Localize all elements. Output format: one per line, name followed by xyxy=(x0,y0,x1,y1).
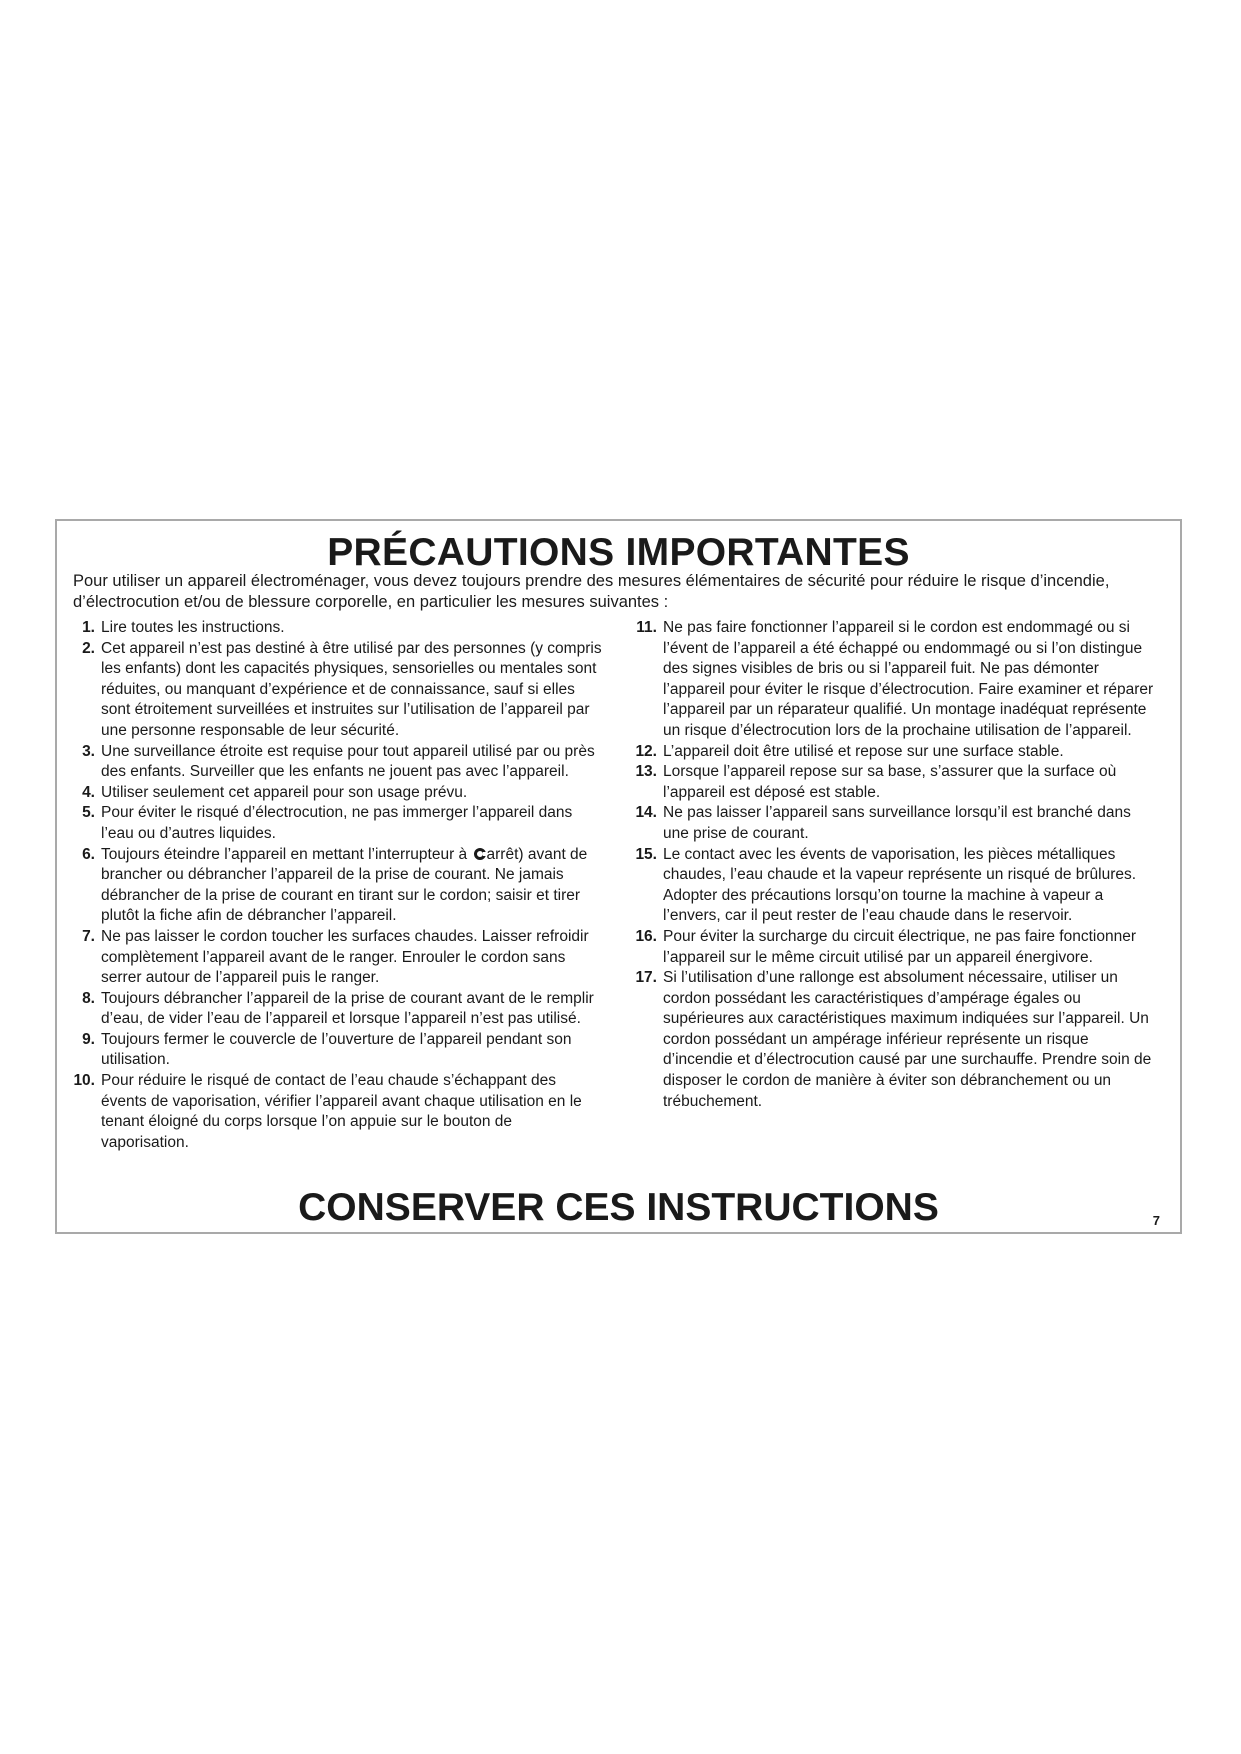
item-number: 3. xyxy=(82,742,95,760)
instruction-item xyxy=(635,742,1160,763)
instruction-item xyxy=(73,742,603,783)
page-title: PRÉCAUTIONS IMPORTANTES xyxy=(327,531,910,574)
item-text: L’appareil doit être utilisé et repose sur une surface stable. xyxy=(663,742,1064,760)
instruction-item xyxy=(73,803,603,844)
page-number: 7 xyxy=(1152,1213,1160,1228)
item-text: Ne pas faire fonctionner l’appareil si le cordon est endommagé ou si l’évent de l’appareil a été échappé ou endommagé ou si l’on distingue des signes visibles de bris ou si l’appareil fuit. Ne pas démonter l’appareil pour éviter le risque d’électrocution. Faire examiner et réparer l’appareil par un réparateur qualifié. Un montage inadéquat représente un risque d’électrocution lors de la prochaine utilisation de l’appareil. xyxy=(663,619,1154,739)
item-number: 15. xyxy=(635,845,657,863)
item-text: Lorsque l’appareil repose sur sa base, s’assurer que la surface où l’appareil est déposé est stable. xyxy=(663,763,1117,801)
item-number: 8. xyxy=(82,989,95,1007)
item-text: Ne pas laisser le cordon toucher les surfaces chaudes. Laisser refroidir complètement l’appareil avant de le ranger. Enrouler le cordon sans serrer autour de l’appareil puis le ranger. xyxy=(101,927,589,987)
instruction-item xyxy=(635,968,1160,1112)
instruction-item xyxy=(73,1071,603,1153)
item-text: Utiliser seulement cet appareil pour son usage prévu. xyxy=(101,783,468,801)
item-text: Si l’utilisation d’une rallonge est absolument nécessaire, utiliser un cordon possédant les caractéristiques d’ampérage égales ou supérieures aux caractéristiques maximum indiquées sur l’appareil. Un cordon possédant un ampérage inférieur représente un risque d’incendie et d’électrocution causé par une surchauffe. Prendre soin de disposer le cordon de manière à éviter son débranchement ou un trébuchement. xyxy=(663,969,1152,1110)
item-text: Lire toutes les instructions. xyxy=(101,619,285,636)
instruction-item xyxy=(73,1030,603,1071)
instruction-item xyxy=(635,762,1160,803)
footer-heading: CONSERVER CES INSTRUCTIONS xyxy=(298,1186,939,1229)
item-number: 7. xyxy=(82,927,95,945)
power-off-icon xyxy=(474,848,486,860)
item-number: 14. xyxy=(635,804,657,822)
item-text: Une surveillance étroite est requise pour tout appareil utilisé par ou près des enfants. Surveiller que les enfants ne jouent pas avec l’appareil. xyxy=(101,742,595,781)
item-text: Pour réduire le risqué de contact de l’eau chaude s’échappant des évents de vaporisation, vérifier l’appareil avant chaque utilisation en le tenant éloigné du corps lorsque l’on appuie sur le bouton de vaporisation. xyxy=(101,1072,582,1151)
instructions-right-column xyxy=(635,618,1160,1112)
instruction-item xyxy=(73,927,603,989)
instruction-item xyxy=(73,845,603,927)
instruction-item xyxy=(635,803,1160,844)
item-number: 5. xyxy=(82,804,95,822)
item-number: 12. xyxy=(635,742,657,760)
instruction-item xyxy=(635,845,1160,927)
instruction-item xyxy=(635,927,1160,968)
item-text: Pour éviter le risqué d’électrocution, ne pas immerger l’appareil dans l’eau ou d’autres liquides. xyxy=(101,804,573,842)
item-text: Toujours fermer le couvercle de l’ouverture de l’appareil pendant son utilisation. xyxy=(101,1030,572,1069)
item-number: 1. xyxy=(82,619,95,636)
item-text: Toujours débrancher l’appareil de la prise de courant avant de le remplir d’eau, de vider l’eau de l’appareil et lorsque l’appareil n’est pas utilisé. xyxy=(101,989,594,1028)
safety-instructions-box xyxy=(55,519,1182,1234)
item-number: 17. xyxy=(635,969,657,987)
item-text: Ne pas laisser l’appareil sans surveillance lorsqu’il est branché dans une prise de courant. xyxy=(663,804,1131,842)
intro-paragraph: Pour utiliser un appareil électroménager, vous devez toujours prendre des mesures élémentaires de sécurité pour réduire le risque d’incendie, d’électrocution et/ou de blessure corporelle, en particulier les mesures suivantes : xyxy=(73,572,1110,611)
item-number: 6. xyxy=(82,845,95,863)
item-number: 2. xyxy=(82,639,95,657)
item-number: 13. xyxy=(635,763,657,781)
instructions-left-column xyxy=(73,618,603,1153)
item-text: Le contact avec les évents de vaporisation, les pièces métalliques chaudes, l’eau chaude et la vapeur représente un risqué de brûlures. Adopter des précautions lorsqu’on tourne la machine à vapeur a l’envers, car il peut rester de l’eau chaude dans le reservoir. xyxy=(663,845,1137,925)
item-text-before-symbol: Toujours éteindre l’appareil en mettant l’interrupteur à xyxy=(101,845,472,863)
item-number: 4. xyxy=(82,783,95,801)
instruction-item xyxy=(635,618,1160,742)
instruction-item xyxy=(73,989,603,1030)
item-text-after-symbol: arrêt) avant de brancher ou débrancher l’appareil de la prise de courant. Ne jamais débrancher de la prise de courant en tirant sur le cordon; saisir et tirer plutôt la fiche afin de débrancher l’appareil. xyxy=(101,845,588,925)
item-number: 16. xyxy=(635,927,657,945)
item-number: 9. xyxy=(82,1030,95,1048)
item-text: Pour éviter la surcharge du circuit électrique, ne pas faire fonctionner l’appareil sur le même circuit utilisé par un appareil énergivore. xyxy=(663,927,1136,966)
item-number: 11. xyxy=(636,619,657,636)
instruction-item xyxy=(73,618,603,639)
instruction-item xyxy=(73,783,603,804)
instruction-item xyxy=(73,639,603,742)
item-text: Cet appareil n’est pas destiné à être utilisé par des personnes (y compris les enfants) dont les capacités physiques, sensorielles ou mentales sont réduites, ou manquant d’expérience et de connaissance, sauf si elles sont étroitement surveillées et instruites sur l’utilisation de l’appareil par une personne responsable de leur sécurité. xyxy=(101,639,602,739)
item-number: 10. xyxy=(73,1072,95,1090)
